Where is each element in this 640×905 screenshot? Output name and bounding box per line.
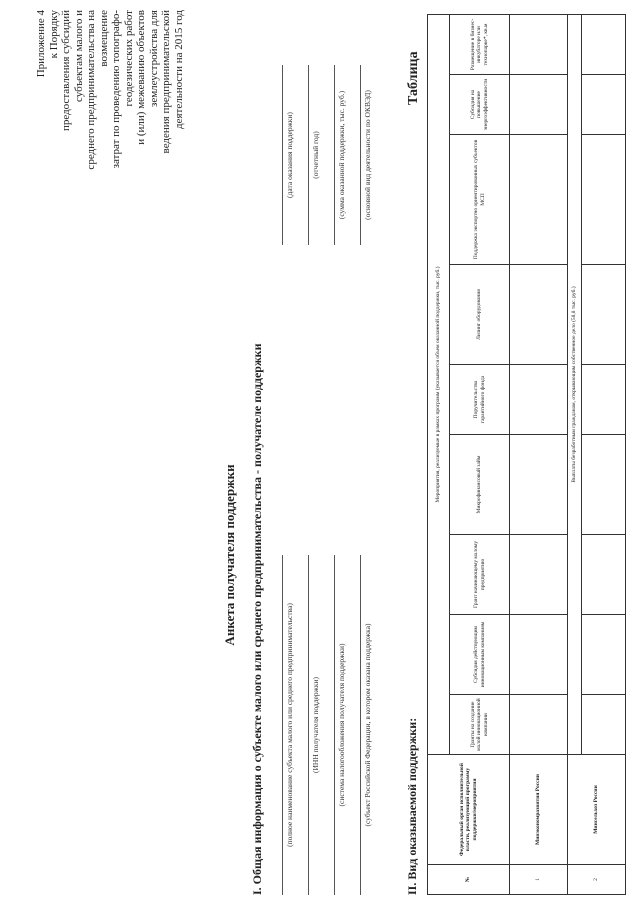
section2-heading: II. Вид оказываемой поддержки: [405,717,419,895]
row-organization: Минсельхоз России [568,755,626,865]
row-note: Выплаты безработным гражданам, открывающим собственное дело (58,8 тыс. руб.) [568,14,582,754]
table-cell [582,14,626,74]
name-field-caption: (полное наименование субъекта малого или среднего предпринимательства) [285,603,294,847]
table-cell [510,435,568,535]
support-table [427,14,626,895]
table-cell [582,265,626,365]
appendix-block [35,10,185,170]
appendix-line: к Порядку [47,10,60,59]
tax-system-field-line [334,555,335,895]
table-label: Таблица [406,51,421,105]
header-organization: Федеральный орган исполнительной власти, реализующий программу поддержки/мероприятия [428,755,510,865]
appendix-line: и (или) межеванию объектов землеустройства для [135,10,160,145]
appendix-line: ведения предпринимательской деятельности на 2015 год [160,10,185,154]
appendix-line: затрат по проведению топографо-геодезических работ [110,10,135,169]
report-year-field-caption: (отчетный год) [311,131,320,179]
table-cell [510,695,568,755]
table-cell [582,135,626,265]
appendix-line: предоставления субсидий субъектам малого и [60,10,85,132]
table-cell [510,535,568,615]
table-cell [510,135,568,265]
table-cell [510,265,568,365]
support-amount-field-line [334,65,335,245]
table-cell [510,75,568,135]
region-field-line [360,555,361,895]
inn-field-line [308,555,309,895]
inn-field-caption: (ИНН получателя поддержки) [311,677,320,773]
table-cell [582,75,626,135]
header-measures-group: Мероприятия, реализуемые в рамках программ (указывается объем оказанной поддержки, тыс. руб.) [428,14,450,754]
subheader-cell: Субсидия на повышение энергоэффективности [450,75,510,135]
okved-field-line [360,65,361,245]
row-organization: Минэкономразвития России [510,755,568,865]
table-cell [582,535,626,615]
subheader-cell: Размещение в бизнес-инкубаторе или технопарке*, кв.м [450,14,510,74]
table-cell [582,615,626,695]
subheader-cell: Поддержка экспортно ориентированных субъектов МСП [450,135,510,265]
support-amount-field-caption: (сумма оказанной поддержки, тыс. руб.) [337,90,346,220]
table-cell [582,435,626,535]
section1-heading: I. Общая информация о субъекте малого или среднего предпринимательства - получателе поддержки [250,343,264,895]
subheader-cell: Гранты на создание малой инновационной компании [450,695,510,755]
support-date-field-caption: (дата оказания поддержки) [285,112,294,198]
subheader-cell: Грант начинающему малому предприятию [450,535,510,615]
table-cell [510,365,568,435]
table-row [510,14,568,894]
tax-system-field-caption: (система налогообложения получателя поддержки) [337,643,346,807]
table-cell [510,615,568,695]
row-number: 2 [568,865,626,895]
table-row [568,14,582,894]
name-field-line [282,555,283,895]
document-title: Анкета получателя поддержки [222,464,237,646]
header-number: № [428,865,510,895]
table-cell [582,695,626,755]
subheader-cell: Субсидия действующим инновационным компаниям [450,615,510,695]
subheader-cell: Микрофинансовый займ [450,435,510,535]
okved-field-caption: (основной вид деятельности по ОКВЭД) [363,90,372,220]
support-date-field-line [282,65,283,245]
region-field-caption: (субъект Российской Федерации, в котором оказана поддержка) [363,623,372,827]
table-cell [582,365,626,435]
subheader-cell: Лизинг оборудования [450,265,510,365]
row-number: 1 [510,865,568,895]
appendix-line: среднего предпринимательства на возмещение [85,10,110,170]
appendix-line: Приложение 4 [35,10,47,78]
table-cell [510,14,568,74]
subheader-cell: Поручительства гарантийного фонда [450,365,510,435]
report-year-field-line [308,65,309,245]
